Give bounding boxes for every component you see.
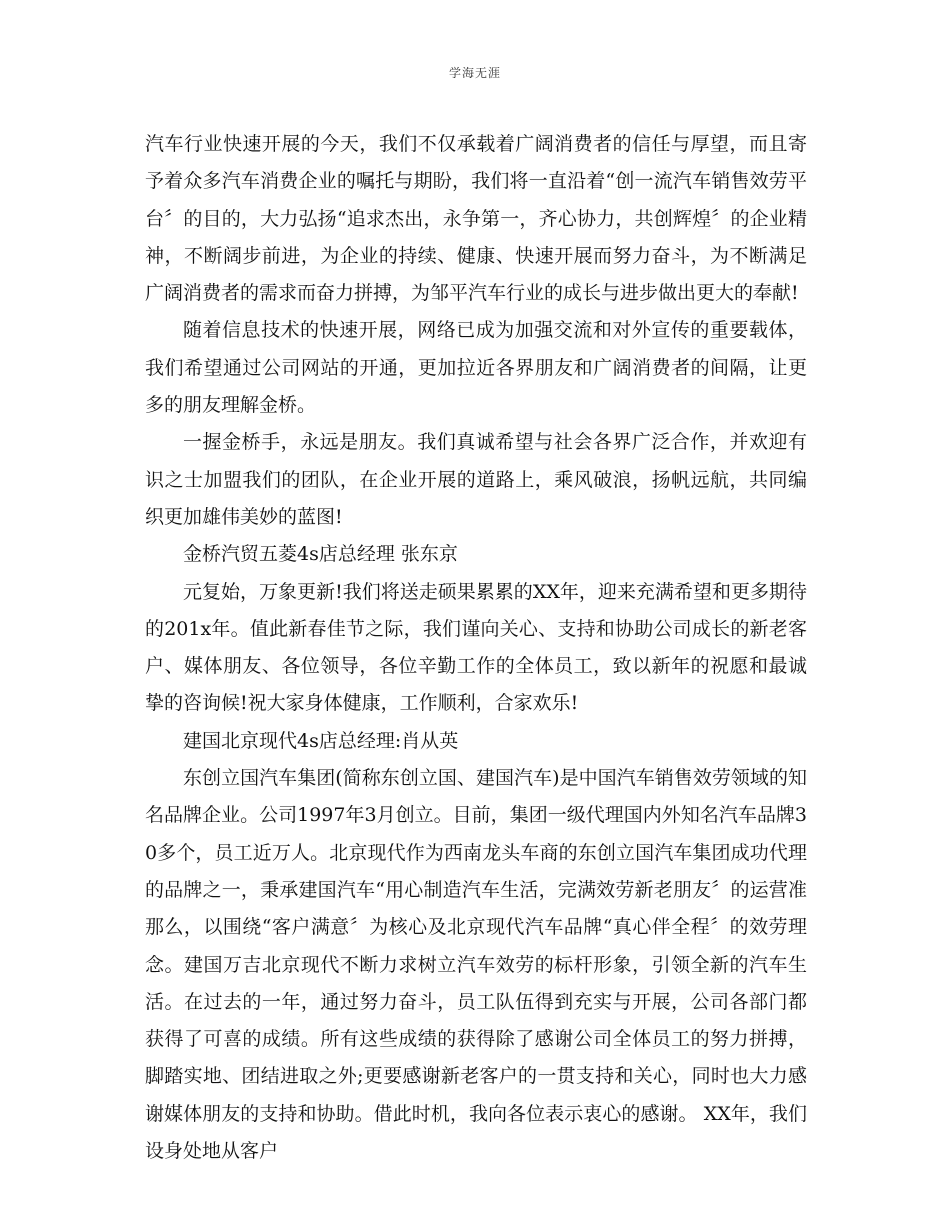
- paragraph-cooperation: 一握金桥手，永远是朋友。我们真诚希望与社会各界广泛合作，并欢迎有识之士加盟我们的团队，在企业开展的道路上，乘风破浪，扬帆远航，共同编织更加雄伟美妙的蓝图!: [145, 431, 807, 528]
- document-body: [145, 126, 807, 1170]
- paragraph-new-year: 元复始，万象更新!我们将送走硕果累累的XX年，迎来充满希望和更多期待的201x年。值此新春佳节之际，我们谨向关心、支持和协助公司成长的新老客户、媒体朋友、各位领导，各位辛勤工作的全体员工，致以新年的祝愿和最诚挚的咨询候!祝大家身体健康，工作顺利，合家欢乐!: [145, 580, 807, 715]
- paragraph-intro: 汽车行业快速开展的今天，我们不仅承载着广阔消费者的信任与厚望，而且寄予着众多汽车消费企业的嘱托与期盼，我们将一直沿着“创一流汽车销售效劳平台〞的目的，大力弘扬“追求杰出，永争第一，齐心协力，共创辉煌〞的企业精神，不断阔步前进，为企业的持续、健康、快速开展而努力奋斗，为不断满足广阔消费者的需求而奋力拼搏，为邹平汽车行业的成长与进步做出更大的奉献!: [145, 133, 807, 305]
- signature-jinqiao-manager: 金桥汽贸五菱4s店总经理 张东京: [183, 543, 458, 566]
- paragraph-internet: 随着信息技术的快速开展，网络已成为加强交流和对外宣传的重要载体，我们希望通过公司网站的开通，更加拉近各界朋友和广阔消费者的间隔，让更多的朋友理解金桥。: [145, 319, 807, 417]
- paragraph-company-intro: 东创立国汽车集团(简称东创立国、建国汽车)是中国汽车销售效劳领域的知名品牌企业。公司1997年3月创立。目前，集团一级代理国内外知名汽车品牌30多个，员工近万人。北京现代作为西南龙头车商的东创立国汽车集团成功代理的品牌之一，秉承建国汽车“用心制造汽车生活，完满效劳新老朋友〞的运营准那么，以围绕“客户满意〞为核心及北京现代汽车品牌“真心伴全程〞的效劳理念。建国万吉北京现代不断力求树立汽车效劳的标杆形象，引领全新的汽车生活。在过去的一年，通过努力奋斗，员工队伍得到充实与开展，公司各部门都获得了可喜的成绩。所有这些成绩的获得除了感谢公司全体员工的努力拼搏，脚踏实地、团结进取之外;更要感谢新老客户的一贯支持和关心，同时也大力感谢媒体朋友的支持和协助。借此时机，我向各位表示衷心的感谢。 XX年，我们设身处地从客户: [145, 767, 807, 1163]
- signature-jianguo-manager: 建国北京现代4s店总经理:肖从英: [183, 729, 459, 752]
- page-header: 学海无涯: [448, 66, 501, 80]
